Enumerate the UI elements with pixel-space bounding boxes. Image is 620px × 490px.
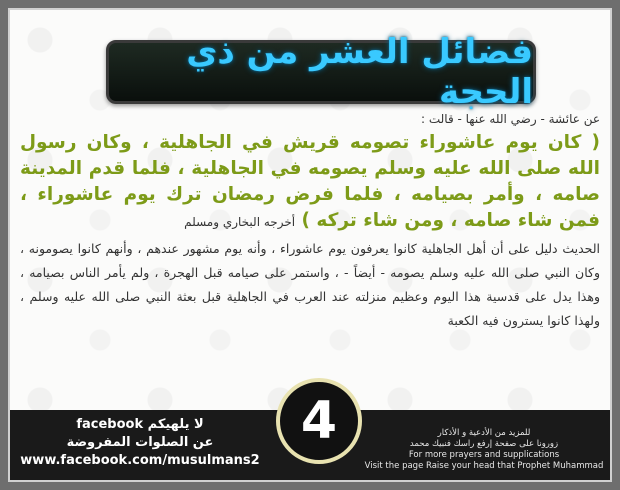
title-banner	[106, 32, 536, 112]
commentary-text: الحديث دليل على أن أهل الجاهلية كانوا يعرفون يوم عاشوراء ، وأنه يوم مشهور عندهم ، وأنهم كانوا يصومونه ، وكان النبي صلى الله عليه وسلم يصومه - أيضاً - ، واستمر على صيامه قبل الهجرة ، ولم يأمر الناس بصيامه ، وهذا يدل على قدسية هذا اليوم وعظيم منزلته عند العرب في الجاهلية قبل بعثة النبي صلى الله عليه وسلم ، ولهذا كانوا يسترون فيه الكعبة	[20, 241, 600, 328]
footer-right-line3: For more prayers and supplications	[408, 450, 560, 460]
number-badge	[276, 378, 362, 464]
hadith-intro: عن عائشة - رضي الله عنها - قالت :	[421, 112, 600, 126]
hadith-text	[20, 130, 600, 235]
text-body	[20, 110, 600, 333]
footer-right-line4: Visit the page Raise your head that Prophet Muhammad	[364, 461, 604, 471]
content-card	[8, 8, 612, 482]
footer-left-line2: عن الصلوات المفروضة	[66, 435, 214, 450]
number-badge-value: 4	[300, 391, 338, 451]
footer-right-line2: زورونا على صفحة إرفع راسك فنبيك محمد	[409, 439, 559, 449]
footer-right-line1: للمزيد من الأدعية و الأذكار	[437, 428, 531, 438]
facebook-url: www.facebook.com/musulmans2	[20, 453, 260, 468]
hadith-quote: ( كان يوم عاشوراء تصومه قريش في الجاهلية ، وكان رسول الله صلى الله عليه وسلم يصومه في الجاهلية ، فلما قدم المدينة صامه ، وأمر بصيامه ، فلما فرض رمضان ترك يوم عاشوراء ، فمن شاء صامه ، ومن شاء تركه )	[20, 132, 600, 231]
footer-left-line1: لا يلهيكم facebook	[76, 417, 204, 432]
footer-page-promo	[364, 428, 604, 472]
footer-facebook-note	[20, 416, 260, 470]
page-title: فضائل العشر من ذي الحجة	[186, 32, 533, 112]
hadith-source: أخرجه البخاري ومسلم	[184, 215, 296, 229]
